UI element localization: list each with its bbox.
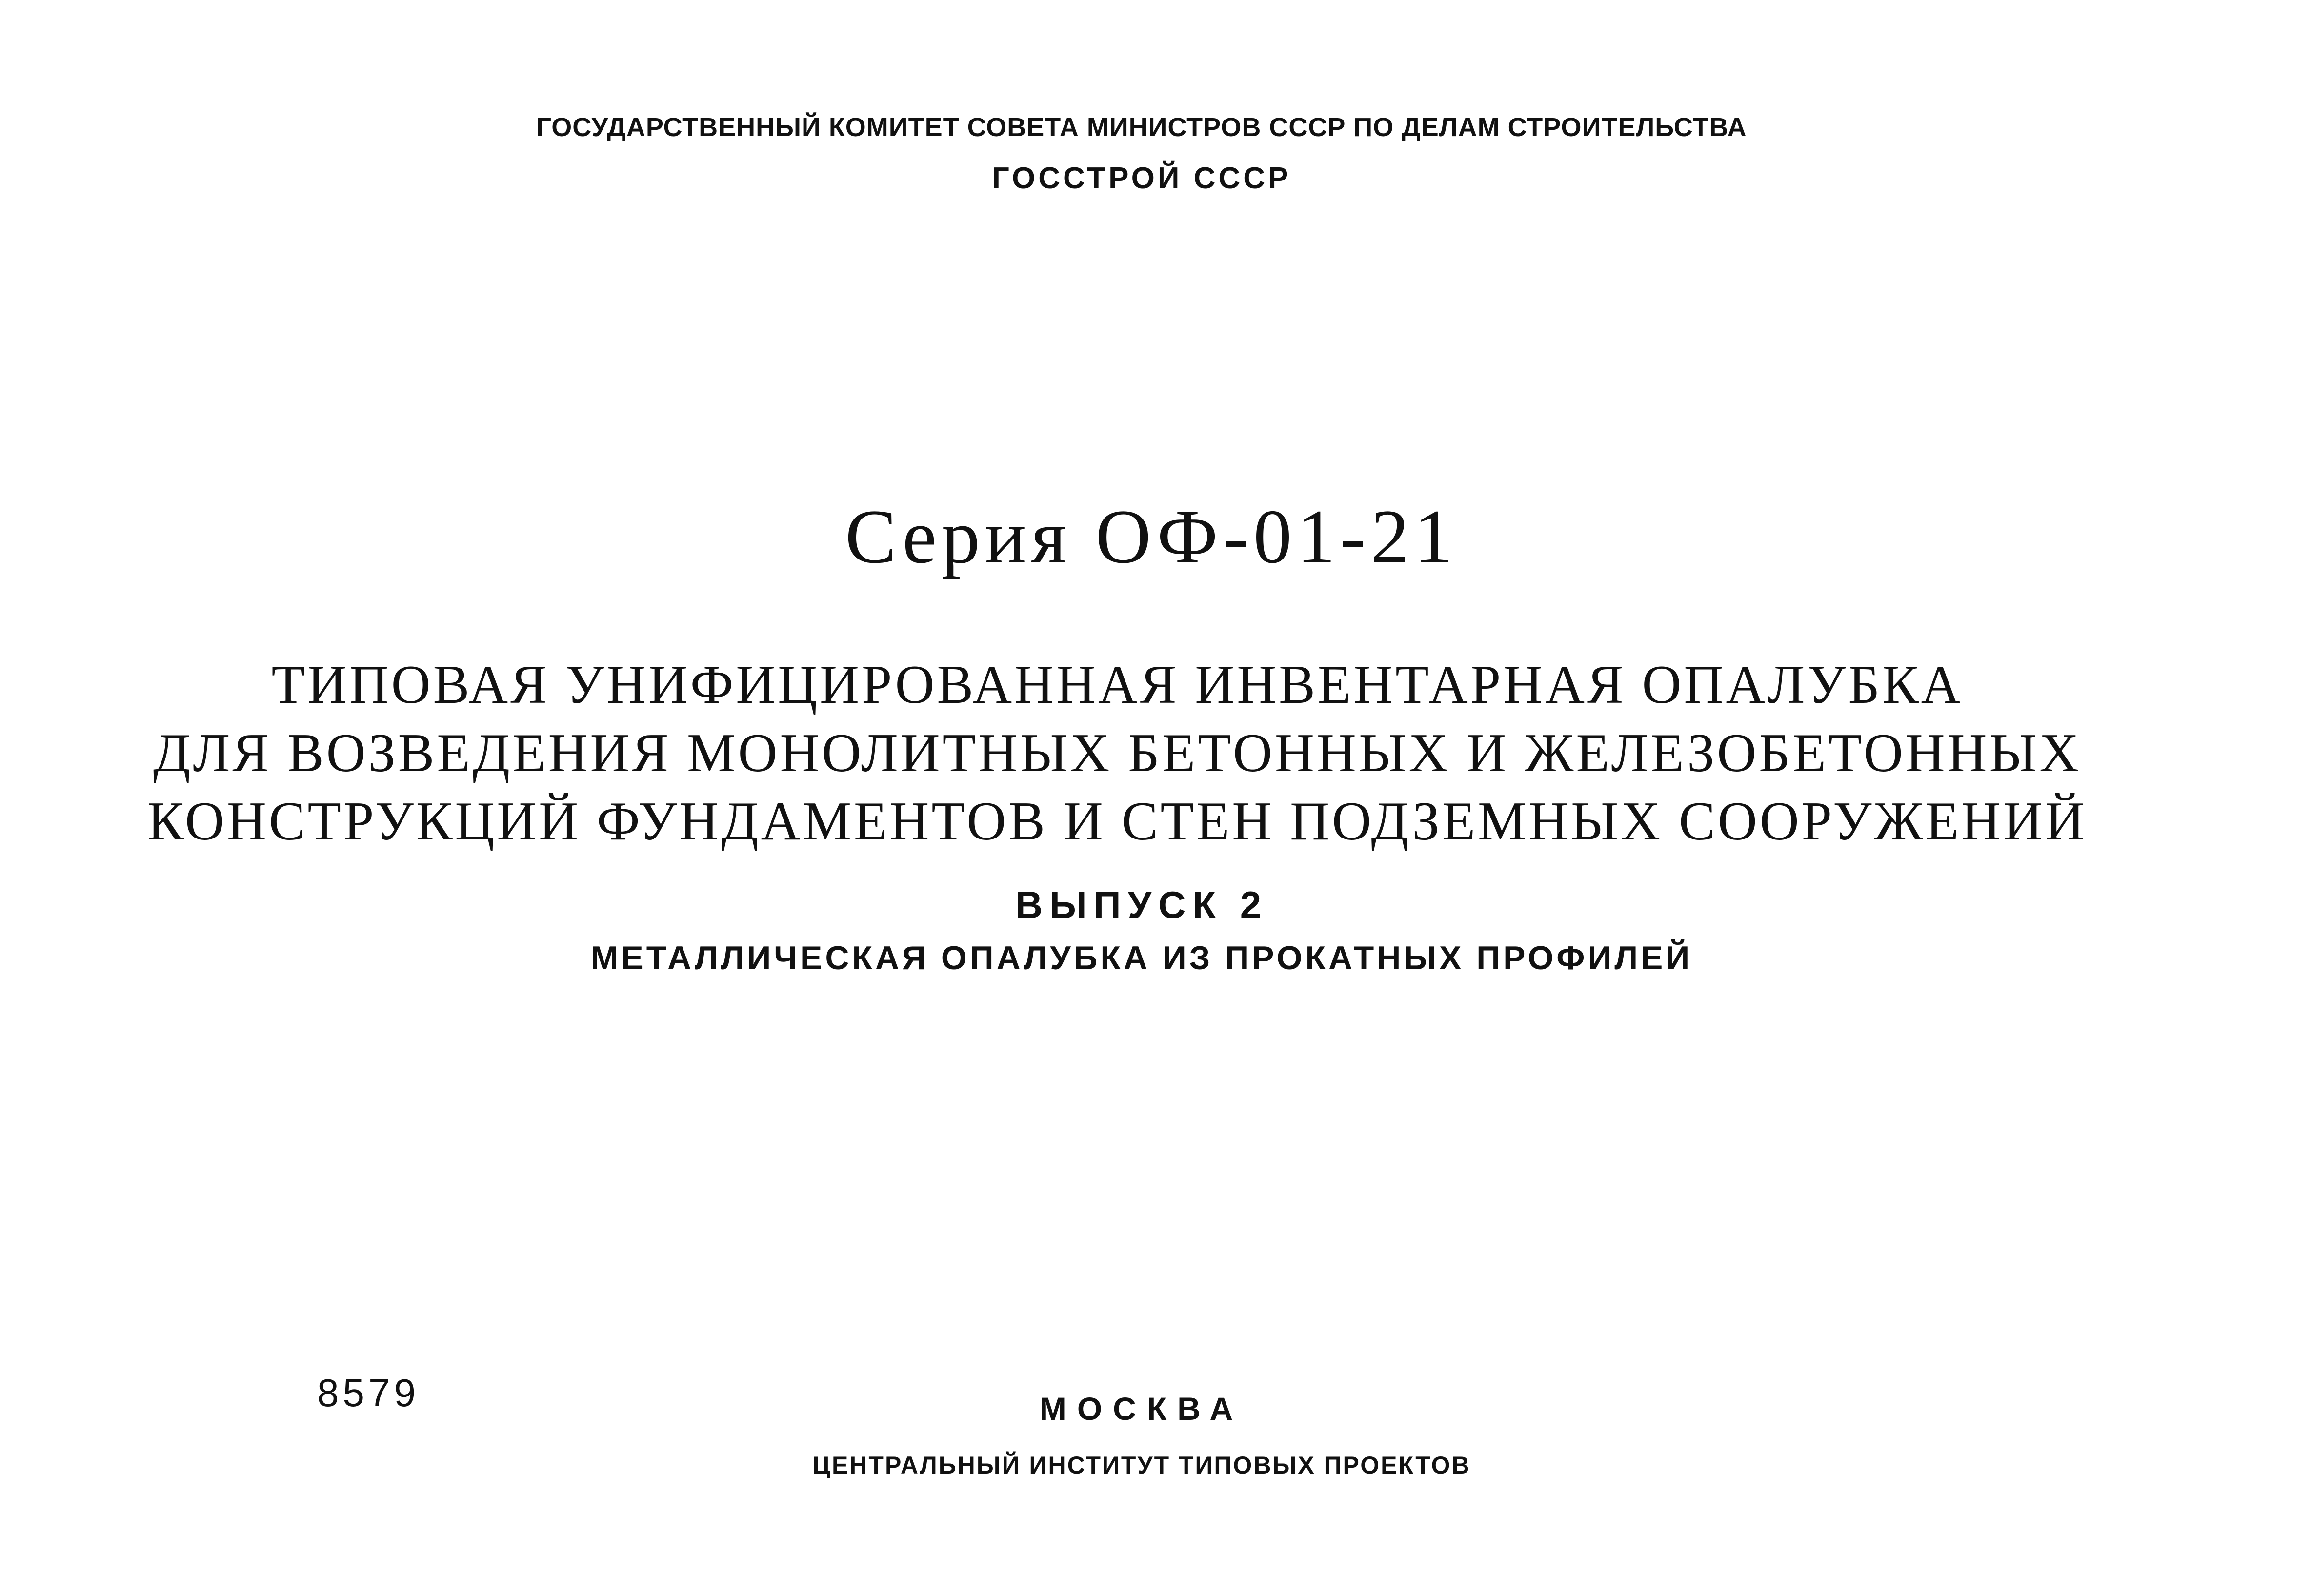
series-title: Серия ОФ-01-21 xyxy=(845,494,1458,579)
document-title-line-3: КОНСТРУКЦИЙ ФУНДАМЕНТОВ И СТЕН ПОДЗЕМНЫХ СООРУЖЕНИЙ xyxy=(147,791,2087,852)
document-title-line-2: ДЛЯ ВОЗВЕДЕНИЯ МОНОЛИТНЫХ БЕТОННЫХ И ЖЕЛЕЗОБЕТОННЫХ xyxy=(153,723,2082,783)
organization-heading: ГОССТРОЙ СССР xyxy=(992,161,1291,195)
document-number: 8579 xyxy=(317,1371,420,1415)
publication-city: МОСКВА xyxy=(1039,1391,1244,1427)
document-title-line-1: ТИПОВАЯ УНИФИЦИРОВАННАЯ ИНВЕНТАРНАЯ ОПАЛУБКА xyxy=(271,655,1963,715)
publisher-institute: ЦЕНТРАЛЬНЫЙ ИНСТИТУТ ТИПОВЫХ ПРОЕКТОВ xyxy=(812,1452,1471,1479)
committee-heading: ГОСУДАРСТВЕННЫЙ КОМИТЕТ СОВЕТА МИНИСТРОВ СССР ПО ДЕЛАМ СТРОИТЕЛЬСТВА xyxy=(536,113,1747,142)
document-subtitle: МЕТАЛЛИЧЕСКАЯ ОПАЛУБКА ИЗ ПРОКАТНЫХ ПРОФИЛЕЙ xyxy=(590,939,1693,977)
issue-label: ВЫПУСК 2 xyxy=(1015,883,1268,926)
